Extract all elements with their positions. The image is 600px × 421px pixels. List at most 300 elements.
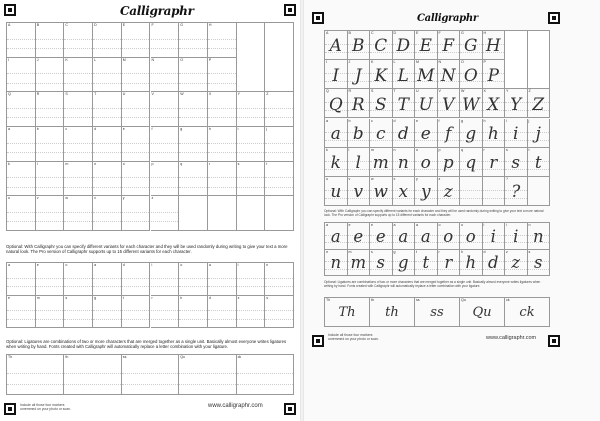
handwritten-glyph: K [374,64,388,85]
glyph-cell [528,177,551,206]
glyph-cell-label: n [393,147,396,152]
baseline-guide [151,319,179,320]
baseline-guide [93,152,121,153]
glyph-cell-label: Z [266,92,269,97]
handwritten-glyph: v [353,181,364,202]
glyph-cell-label: h [461,249,463,254]
baseline-guide [265,310,293,311]
handwritten-glyph: S [374,93,387,114]
handwritten-glyph: U [418,93,433,114]
ligature-cell-label: ss [416,298,420,302]
variants-note: Optional: With Calligraphr you can specify different variants for each character and they will be used randomly during writing to give your text a more natural look. The Pro version of Calligraphr supports up to 15 different variants for each character. [6,244,288,255]
glyph-cell [93,92,122,127]
glyph-cell [505,119,528,148]
glyph-cell-label: j [266,127,268,131]
glyph-cell [151,295,183,329]
handwritten-glyph: e [353,226,364,246]
glyph-cell [370,250,393,277]
character-grid [6,22,294,231]
glyph-cell-label: e [416,118,418,123]
glyph-cell [505,31,528,60]
baseline-guide [64,73,92,74]
handwritten-glyph: s [376,253,385,273]
glyph-cell [370,31,393,60]
glyph-cell [528,223,551,250]
glyph-cell-label: M [122,57,126,62]
baseline-guide [122,319,150,320]
baseline-guide [122,373,178,374]
glyph-cell-label: Y [506,89,509,94]
glyph-cell [438,223,461,250]
handwritten-glyph: h [465,253,477,273]
glyph-cell [393,177,416,206]
glyph-cell [36,295,68,329]
glyph-cell-label: Q [326,89,329,94]
glyph-cell-label: r [151,295,153,300]
baseline-guide [208,117,236,118]
handwritten-character-grid [324,30,550,206]
baseline-guide [151,48,179,49]
glyph-cell [64,127,93,162]
glyph-cell [460,250,483,277]
baseline-guide [7,152,35,153]
glyph-cell-label: z [237,295,240,300]
baseline-guide [7,319,35,320]
glyph-cell-label: k [326,147,328,152]
glyph-cell [325,250,348,277]
glyph-cell-label: h [483,118,486,123]
glyph-cell-label: F [151,23,154,27]
glyph-cell-label: i [506,118,507,123]
baseline-guide [93,278,121,279]
corner-marker-top-left [312,12,324,24]
glyph-cell-label: m [371,147,374,152]
glyph-cell [265,196,294,231]
corner-marker-top-left [4,4,16,16]
handwritten-glyph: C [374,35,388,56]
glyph-cell-label: R [36,92,40,97]
ligature-cell-label: ck [237,355,242,359]
glyph-cell [415,177,438,206]
baseline-guide [483,198,505,199]
baseline-guide [179,152,207,153]
baseline-guide [93,187,121,188]
handwritten-glyph: a [330,122,341,143]
baseline-guide [7,384,63,385]
glyph-cell [237,23,266,58]
glyph-cell [325,89,348,118]
baseline-guide [151,73,179,74]
handwritten-glyph: i [490,226,496,246]
baseline-guide [460,198,482,199]
glyph-cell [393,89,416,118]
baseline-guide [36,212,64,213]
glyph-cell-label: s [371,249,373,254]
handwritten-glyph: J [354,64,362,85]
glyph-cell [483,119,506,148]
handwritten-ligature: Qu [472,305,492,321]
glyph-cell [393,31,419,60]
handwritten-glyph: p [442,152,454,173]
baseline-guide [7,39,35,40]
glyph-cell-label: Z [528,89,531,94]
glyph-cell-label: N [151,57,155,62]
baseline-guide [237,278,265,279]
baseline-guide [179,117,207,118]
ligature-cell [179,355,236,395]
baseline-guide [7,278,35,279]
baseline-guide [93,177,121,178]
baseline-guide [122,286,150,287]
handwritten-glyph: o [443,226,454,246]
glyph-cell [208,296,237,329]
glyph-cell [415,89,438,118]
glyph-cell-label: E [416,31,419,35]
glyph-cell [325,148,348,177]
baseline-guide [36,319,64,320]
glyph-cell [179,263,208,296]
glyph-cell-label: q [461,147,463,152]
glyph-cell [370,223,393,250]
baseline-guide [36,221,64,222]
handwritten-glyph: e [420,122,431,143]
glyph-cell [460,148,483,177]
glyph-cell [505,250,528,277]
glyph-cell [122,23,151,58]
glyph-cell [348,60,374,89]
baseline-guide [208,83,236,84]
handwritten-glyph: s [534,253,543,273]
ligature-cell [325,298,370,327]
glyph-cell [122,296,151,329]
baseline-guide [151,152,179,153]
glyph-cell [151,263,183,296]
glyph-cell [179,296,208,329]
glyph-cell [265,296,294,329]
baseline-guide [122,221,150,222]
ligatures-note: Optional: Ligatures are combinations of two or more characters that are merged together as a single unit. Basically almost everyone writes ligatures when writing by hand. Fonts created with Calligraphr will automatically replace a letter combination with your ligature. [324,280,541,288]
handwritten-glyph: r [444,253,453,273]
glyph-cell [179,196,208,231]
glyph-cell-label: w [371,176,374,181]
glyph-cell [208,58,237,93]
glyph-cell-label: i [151,263,153,267]
handwritten-ligature: Th [338,305,356,321]
handwritten-glyph: z [443,181,453,202]
baseline-guide [7,73,35,74]
handwritten-glyph: I [332,64,340,85]
glyph-cell-label: s [266,295,269,300]
glyph-cell-label: Y [237,92,240,97]
glyph-cell [325,223,348,250]
glyph-cell-label: c [65,127,68,131]
baseline-guide [237,373,293,374]
glyph-cell-label: n [528,223,531,227]
baseline-guide [237,286,265,287]
baseline-guide [122,83,150,84]
baseline-guide [179,286,207,287]
glyph-cell [483,60,506,89]
baseline-guide [93,83,121,84]
ligatures-note: Optional: Ligatures are combinations of two or more characters that are merged together as a single unit. Basically almost everyone writes ligatures when writing by hand. Fonts created with Calligraphr will automatically replace a letter combination with your ligature. [6,339,287,350]
glyph-cell-label: D [393,31,397,35]
glyph-cell [438,250,461,277]
ligature-cell [370,298,415,327]
glyph-cell-label: C [371,31,374,35]
glyph-cell [325,119,348,148]
handwritten-glyph: r [489,152,498,173]
glyph-cell [460,31,483,60]
handwritten-glyph: D [396,35,411,56]
handwritten-glyph: i [513,226,519,246]
baseline-guide [36,278,64,279]
glyph-cell [370,177,393,206]
baseline-guide [151,212,179,213]
variants-note: Optional: With Calligraphr you can specify different variants for each character and they will be used randomly during writing to give your text a more natural look. The Pro version of Calligraphr supports up to 15 different variants for each character. [324,209,544,217]
handwritten-glyph: d [487,253,499,273]
glyph-cell-label: i [483,223,485,227]
ligatures-grid [6,354,294,395]
ligature-cell-label: ck [506,298,510,302]
glyph-cell-label: D [94,23,97,27]
ligature-cell-label: ss [122,355,127,359]
baseline-guide [179,108,207,109]
glyph-cell-label: y [122,196,125,201]
baseline-guide [7,117,35,118]
baseline-guide [36,83,64,84]
glyph-cell [208,162,237,197]
glyph-cell-label: S [371,89,374,94]
corner-marker-bottom-left [312,335,324,347]
glyph-cell-label: p [151,161,154,166]
baseline-guide [237,108,265,109]
glyph-cell [122,58,151,93]
baseline-guide [179,373,235,374]
handwritten-glyph: q [465,152,477,173]
glyph-cell [93,127,122,162]
glyph-cell-label: g [461,118,463,123]
baseline-guide [151,39,179,40]
glyph-cell [237,127,266,162]
glyph-cell [348,177,371,206]
markers-instruction: Include all those four markers unremmed on your photo or scan. [328,333,379,342]
baseline-guide [93,39,121,40]
glyph-cell-label: f [151,127,153,131]
baseline-guide [179,319,207,320]
glyph-cell-label: W [461,89,465,94]
handwritten-ligature: th [385,305,399,321]
glyph-cell-label: O [461,60,464,65]
glyph-cell [348,148,371,177]
glyph-cell [122,196,151,231]
glyph-cell [208,23,237,58]
glyph-cell-label: T [94,92,97,97]
corner-marker-bottom-right [284,403,296,415]
ligature-cell-label: th [371,298,374,302]
glyph-cell-label: b [36,127,39,131]
glyph-cell-label: O [180,57,183,62]
glyph-cell [36,263,68,296]
corner-marker-bottom-left [4,403,16,415]
glyph-cell-label: K [65,57,68,62]
ligature-cell-label: Qu [461,298,466,302]
glyph-cell-label: s [65,295,68,300]
glyph-cell [370,89,393,118]
handwritten-glyph: X [487,93,500,114]
baseline-guide [122,212,150,213]
glyph-cell [237,58,266,93]
baseline-guide [265,108,293,109]
glyph-cell-label: e [36,263,39,267]
glyph-cell-label: r [208,161,211,166]
glyph-cell [7,296,36,329]
baseline-guide [36,39,64,40]
glyph-cell [237,263,269,296]
glyph-cell-label: d [208,295,211,300]
glyph-cell [122,263,151,296]
baseline-guide [7,212,35,213]
glyph-cell-label: N [438,60,442,65]
glyph-cell [483,89,509,118]
glyph-cell-label: s [237,161,240,166]
glyph-cell [151,92,180,127]
glyph-cell [7,23,36,58]
glyph-cell-label: G [180,23,183,27]
glyph-cell [122,127,151,162]
glyph-cell-label: z [438,176,441,181]
glyph-cell-label: e [348,223,351,227]
calligraphr-logo: Calligraphr [417,13,478,24]
glyph-cell-label: X [208,92,212,97]
handwritten-glyph: L [397,64,409,85]
baseline-guide [265,278,293,279]
glyph-cell-label: x [94,196,96,201]
glyph-cell [179,58,208,93]
glyph-cell-label: z [506,249,508,254]
handwritten-glyph: g [397,253,409,273]
glyph-cell [36,92,68,127]
handwritten-glyph: ? [511,181,521,202]
baseline-guide [208,39,236,40]
handwritten-glyph: B [352,35,365,56]
glyph-cell-label: a [8,127,10,131]
glyph-cell [415,250,438,277]
glyph-cell [505,223,528,250]
handwritten-glyph: b [352,122,364,143]
glyph-cell [415,119,438,148]
glyph-cell-label: r [483,147,485,152]
baseline-guide [179,143,207,144]
glyph-cell-label: I [8,57,9,62]
baseline-guide [151,83,179,84]
glyph-cell-label: a [393,223,396,227]
glyph-cell-label: A [8,23,11,27]
baseline-guide [208,108,236,109]
glyph-cell-label: g [393,249,396,254]
handwritten-glyph: x [398,181,408,202]
glyph-cell-label: g [94,295,97,300]
baseline-guide [122,177,150,178]
baseline-guide [208,152,236,153]
handwritten-glyph: k [330,152,341,173]
glyph-cell-label: n [266,263,269,267]
glyph-cell-label: a [326,223,328,227]
glyph-cell [64,296,93,329]
glyph-cell [64,92,93,127]
handwritten-glyph: f [445,122,452,143]
glyph-cell [93,23,122,58]
glyph-cell [64,58,93,93]
baseline-guide [64,39,92,40]
baseline-guide [64,187,92,188]
handwritten-glyph: o [465,226,476,246]
handwritten-ligature: ss [430,305,444,321]
baseline-guide [93,117,121,118]
baseline-guide [7,310,35,311]
glyph-cell [122,162,151,197]
baseline-guide [179,310,207,311]
glyph-cell-label: V [151,92,154,97]
baseline-guide [64,373,120,374]
baseline-guide [93,212,121,213]
glyph-cell [460,60,483,89]
glyph-cell [483,223,506,250]
baseline-guide [151,108,179,109]
glyph-cell [7,58,36,93]
glyph-cell-label: a [94,263,97,267]
baseline-guide [64,108,92,109]
baseline-guide [122,48,150,49]
glyph-cell-label: d [94,127,97,131]
glyph-cell [237,196,266,231]
glyph-cell-label: o [461,223,463,227]
glyph-cell [505,177,528,206]
glyph-cell [460,223,483,250]
glyph-cell [151,58,180,93]
glyph-cell-label: e [122,127,125,131]
handwritten-glyph: O [463,64,478,85]
glyph-cell-label: s [528,249,531,254]
glyph-cell [370,60,393,89]
glyph-cell-label: f [438,118,440,123]
baseline-guide [151,177,179,178]
glyph-cell [348,119,371,148]
glyph-cell-label: o [416,147,418,152]
handwritten-glyph: n [330,253,342,273]
glyph-cell-label: P [483,60,486,65]
handwritten-glyph: H [485,35,501,56]
glyph-cell-label: L [393,60,396,65]
baseline-guide [64,143,92,144]
glyph-cell-label: v [36,196,39,201]
baseline-guide [36,310,64,311]
calligraphr-logo: Calligraphr [120,4,194,18]
glyph-cell [528,148,551,177]
glyph-cell-label: H [208,23,212,27]
baseline-guide [93,73,121,74]
glyph-cell-label: u [326,176,328,181]
glyph-cell-label: W [180,92,184,97]
glyph-cell-label: Q [8,92,11,97]
baseline-guide [93,221,121,222]
glyph-cell [528,60,551,89]
glyph-cell-label: E [122,23,126,27]
handwritten-variants-grid [324,222,550,276]
baseline-guide [36,108,64,109]
handwritten-glyph: w [373,181,388,202]
baseline-guide [122,39,150,40]
glyph-cell-label: o [180,263,183,267]
